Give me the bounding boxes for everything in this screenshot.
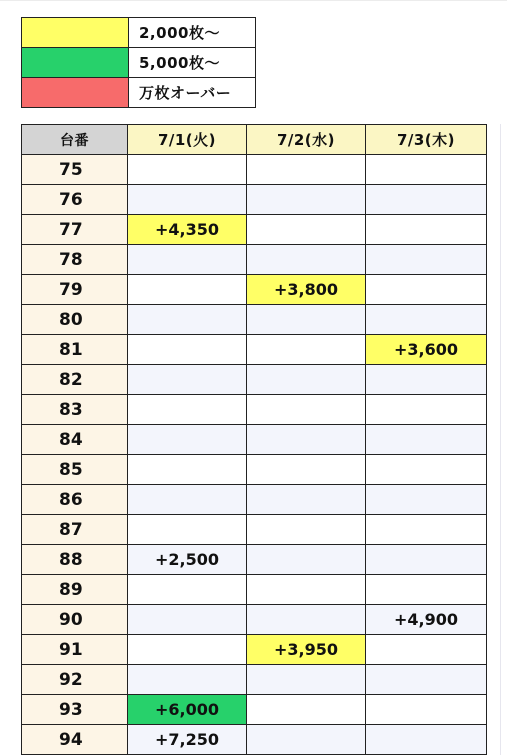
date-header[interactable]: 7/2(水) — [247, 125, 366, 155]
empty-cell[interactable] — [247, 305, 366, 335]
table-row — [22, 515, 487, 545]
table-row — [22, 425, 487, 455]
empty-cell[interactable] — [247, 425, 366, 455]
legend-row — [22, 48, 256, 78]
empty-cell[interactable] — [128, 515, 247, 545]
table-row — [22, 635, 487, 665]
table-row — [22, 185, 487, 215]
machine-number-cell[interactable]: 78 — [22, 245, 128, 275]
table-row — [22, 335, 487, 365]
machine-number-cell[interactable]: 94 — [22, 725, 128, 755]
empty-cell[interactable] — [128, 665, 247, 695]
empty-cell[interactable] — [366, 695, 487, 725]
table-row — [22, 665, 487, 695]
legend-label[interactable]: 5,000枚〜 — [129, 48, 256, 78]
empty-cell[interactable] — [366, 545, 487, 575]
empty-cell[interactable] — [247, 545, 366, 575]
empty-cell[interactable] — [128, 425, 247, 455]
sheet-top-border — [0, 0, 507, 1]
empty-cell[interactable] — [128, 395, 247, 425]
legend-row — [22, 78, 256, 108]
empty-cell[interactable] — [247, 515, 366, 545]
payout-cell[interactable]: +6,000 — [128, 695, 247, 725]
payout-cell[interactable]: +2,500 — [128, 545, 247, 575]
empty-cell[interactable] — [247, 335, 366, 365]
empty-cell[interactable] — [247, 395, 366, 425]
machine-number-cell[interactable]: 87 — [22, 515, 128, 545]
table-row — [22, 215, 487, 245]
empty-cell[interactable] — [366, 245, 487, 275]
machine-number-cell[interactable]: 81 — [22, 335, 128, 365]
machine-number-cell[interactable]: 79 — [22, 275, 128, 305]
machine-number-cell[interactable]: 83 — [22, 395, 128, 425]
machine-number-cell[interactable]: 88 — [22, 545, 128, 575]
empty-cell[interactable] — [366, 425, 487, 455]
empty-cell[interactable] — [366, 455, 487, 485]
empty-cell[interactable] — [128, 605, 247, 635]
empty-cell[interactable] — [366, 395, 487, 425]
empty-cell[interactable] — [366, 635, 487, 665]
date-header[interactable]: 7/1(火) — [128, 125, 247, 155]
empty-cell[interactable] — [247, 695, 366, 725]
empty-cell[interactable] — [128, 245, 247, 275]
legend-swatch[interactable] — [22, 18, 129, 48]
payout-table — [21, 124, 487, 755]
date-header[interactable]: 7/3(木) — [366, 125, 487, 155]
empty-cell[interactable] — [366, 365, 487, 395]
table-row — [22, 575, 487, 605]
machine-number-cell[interactable]: 85 — [22, 455, 128, 485]
payout-cell[interactable]: +4,900 — [366, 605, 487, 635]
empty-cell[interactable] — [128, 635, 247, 665]
empty-cell[interactable] — [128, 335, 247, 365]
empty-cell[interactable] — [247, 155, 366, 185]
machine-number-cell[interactable]: 77 — [22, 215, 128, 245]
header-row — [22, 125, 487, 155]
empty-cell[interactable] — [128, 365, 247, 395]
machine-number-cell[interactable]: 86 — [22, 485, 128, 515]
empty-cell[interactable] — [366, 725, 487, 755]
payout-cell[interactable]: +4,350 — [128, 215, 247, 245]
empty-cell[interactable] — [247, 575, 366, 605]
machine-number-cell[interactable]: 92 — [22, 665, 128, 695]
machine-number-cell[interactable]: 90 — [22, 605, 128, 635]
machine-number-cell[interactable]: 75 — [22, 155, 128, 185]
table-row — [22, 305, 487, 335]
empty-cell[interactable] — [247, 215, 366, 245]
machine-number-cell[interactable]: 80 — [22, 305, 128, 335]
empty-cell[interactable] — [366, 275, 487, 305]
table-row — [22, 605, 487, 635]
table-row — [22, 455, 487, 485]
payout-cell[interactable]: +7,250 — [128, 725, 247, 755]
legend-label[interactable]: 2,000枚〜 — [129, 18, 256, 48]
payout-cell[interactable]: +3,600 — [366, 335, 487, 365]
empty-cell[interactable] — [128, 275, 247, 305]
machine-number-cell[interactable]: 82 — [22, 365, 128, 395]
empty-cell[interactable] — [247, 245, 366, 275]
empty-cell[interactable] — [247, 185, 366, 215]
machine-number-cell[interactable]: 89 — [22, 575, 128, 605]
empty-cell[interactable] — [366, 215, 487, 245]
table-row — [22, 725, 487, 755]
table-row — [22, 275, 487, 305]
legend-label[interactable]: 万枚オーバー — [129, 78, 256, 108]
empty-cell[interactable] — [247, 455, 366, 485]
machine-number-cell[interactable]: 76 — [22, 185, 128, 215]
payout-cell[interactable]: +3,950 — [247, 635, 366, 665]
empty-cell[interactable] — [366, 185, 487, 215]
table-row — [22, 365, 487, 395]
machine-number-header[interactable]: 台番 — [22, 125, 128, 155]
sheet-right-gridline — [500, 124, 501, 755]
legend-row — [22, 18, 256, 48]
empty-cell[interactable] — [128, 575, 247, 605]
empty-cell[interactable] — [128, 155, 247, 185]
empty-cell[interactable] — [128, 305, 247, 335]
payout-cell[interactable]: +3,800 — [247, 275, 366, 305]
table-row — [22, 485, 487, 515]
legend-swatch[interactable] — [22, 48, 129, 78]
empty-cell[interactable] — [128, 485, 247, 515]
empty-cell[interactable] — [366, 485, 487, 515]
empty-cell[interactable] — [128, 455, 247, 485]
empty-cell[interactable] — [366, 305, 487, 335]
table-row — [22, 245, 487, 275]
table-row — [22, 695, 487, 725]
empty-cell[interactable] — [366, 515, 487, 545]
empty-cell[interactable] — [366, 665, 487, 695]
legend-swatch[interactable] — [22, 78, 129, 108]
table-row — [22, 545, 487, 575]
empty-cell[interactable] — [247, 665, 366, 695]
machine-number-cell[interactable]: 84 — [22, 425, 128, 455]
table-row — [22, 155, 487, 185]
table-row — [22, 395, 487, 425]
empty-cell[interactable] — [366, 155, 487, 185]
empty-cell[interactable] — [247, 485, 366, 515]
machine-number-cell[interactable]: 93 — [22, 695, 128, 725]
empty-cell[interactable] — [366, 575, 487, 605]
empty-cell[interactable] — [247, 605, 366, 635]
empty-cell[interactable] — [247, 725, 366, 755]
empty-cell[interactable] — [247, 365, 366, 395]
color-legend — [21, 17, 256, 108]
machine-number-cell[interactable]: 91 — [22, 635, 128, 665]
empty-cell[interactable] — [128, 185, 247, 215]
